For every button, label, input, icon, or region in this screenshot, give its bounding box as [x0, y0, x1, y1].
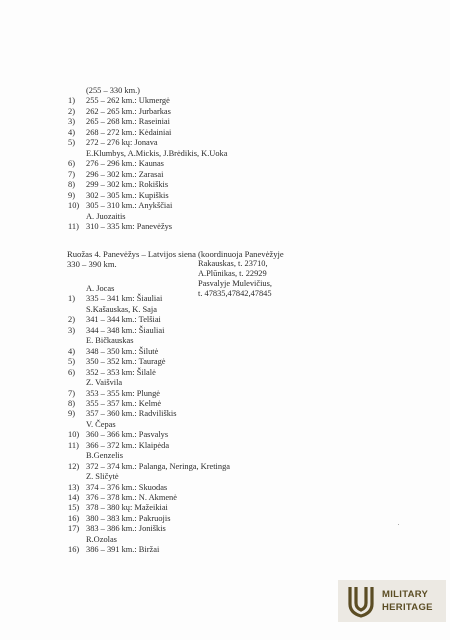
item-number: 15): [68, 503, 80, 513]
contact-line: Pasvalyje Mulevičius,: [198, 279, 272, 288]
item-number: 1): [68, 96, 75, 105]
military-heritage-emblem-icon: [346, 584, 376, 618]
item-text: 344 – 348 km.: Šiauliai: [86, 325, 165, 335]
item-text: 383 – 386 km.: Joniškis: [86, 524, 166, 534]
item-text: 268 – 272 km.: Kėdainiai: [86, 127, 172, 137]
responsible-person: A. Jocas: [86, 284, 115, 293]
item-text: 262 – 265 km.: Jurbarkas: [86, 106, 171, 116]
responsible-person: B.Genzelis: [86, 451, 123, 461]
item-text: 255 – 262 km.: Ukmergė: [86, 96, 170, 105]
responsible-person: Z. Sličytė: [86, 472, 119, 482]
item-text: 350 – 352 km.: Tauragė: [86, 357, 166, 367]
item-number: 17): [68, 524, 80, 534]
item-text: 348 – 350 km.: Šilutė: [86, 346, 159, 356]
item-text: 299 – 302 km.: Rokiškis: [86, 180, 169, 189]
responsible-person: A. Juozaitis: [86, 211, 126, 221]
item-text: 265 – 268 km.: Raseiniai: [86, 117, 170, 126]
responsible-person: Z. Vaišvila: [86, 378, 123, 388]
item-number: 1): [68, 294, 75, 304]
item-text: 296 – 302 km.: Zarasai: [86, 169, 164, 179]
item-number: 8): [68, 398, 75, 408]
item-number: 11): [68, 440, 79, 450]
item-text: 380 – 383 km.: Pakruojis: [86, 513, 171, 523]
item-number: 14): [68, 493, 80, 502]
item-number: 12): [68, 461, 80, 471]
contact-line: A.Plūnikas, t. 22929: [198, 269, 267, 278]
item-number: 5): [68, 138, 75, 147]
item-text: 341 – 344 km.: Telšiai: [86, 315, 161, 325]
responsible-person: V. Čepas: [86, 419, 116, 429]
item-number: 5): [68, 357, 75, 367]
item-text: 305 – 310 km.: Anykščiai: [86, 201, 173, 210]
item-text: 335 – 341 km: Šiauliai: [86, 294, 163, 304]
range-text: (255 – 330 km.): [86, 86, 140, 95]
item-text: 355 – 357 km.: Kelmė: [86, 398, 162, 408]
item-text: 374 – 376 km.: Skuodas: [86, 482, 168, 492]
item-text: 302 – 305 km.: Kupiškis: [86, 190, 169, 200]
responsible-person: E.Klumbys, A.Mickis, J.Brėdikis, K.Uoka: [86, 148, 228, 158]
item-number: 6): [68, 159, 75, 168]
responsible-person: R.Ozolas: [86, 534, 117, 544]
responsible-person: S.Kašauskas, K. Saja: [86, 304, 157, 314]
item-number: 11): [68, 222, 79, 231]
military-heritage-logo: [338, 580, 446, 622]
item-text: 276 – 296 km.: Kaunas: [86, 159, 164, 168]
item-number: 2): [68, 315, 75, 325]
item-number: 9): [68, 190, 75, 200]
contact-line: Rakauskas, t. 23710,: [198, 259, 268, 268]
item-number: 2): [68, 106, 75, 116]
logo-line2: HERITAGE: [382, 602, 433, 613]
item-text: 376 – 378 km.: N. Akmenė: [86, 493, 177, 502]
item-number: 7): [68, 169, 75, 179]
item-text: 310 – 335 km: Panevėžys: [86, 222, 173, 231]
item-text: 360 – 366 km.: Pasvalys: [86, 430, 169, 440]
item-text: 372 – 374 km.: Palanga, Neringa, Kretinga: [86, 461, 230, 471]
item-text: 357 – 360 km.: Radviliškis: [86, 409, 177, 419]
section4-heading: Ruožas 4. Panevėžys – Latvijos siena (koordinuoja Panevėžyje: [67, 249, 284, 259]
speck: [398, 524, 399, 525]
item-text: 366 – 372 km.: Klaipėda: [86, 440, 170, 450]
item-number: 3): [68, 325, 75, 335]
item-text: 378 – 380 kų: Mažeikiai: [86, 503, 168, 513]
item-number: 13): [68, 482, 80, 492]
contact-line: t. 47835,47842,47845: [198, 289, 272, 298]
item-text: 272 – 276 kų: Jonava: [86, 138, 158, 147]
item-text: 386 – 391 km.: Biržai: [86, 545, 160, 555]
item-number: 9): [68, 409, 75, 419]
item-number: 3): [68, 117, 75, 126]
item-number: 10): [68, 430, 80, 440]
item-text: 353 – 355 km: Plungė: [86, 388, 160, 398]
item-number: 4): [68, 346, 75, 356]
item-number: 10): [68, 201, 80, 210]
item-number: 8): [68, 180, 75, 189]
item-text: 352 – 353 km: Šilalė: [86, 367, 156, 377]
logo-line1: MILITARY: [382, 589, 429, 600]
section4-range: 330 – 390 km.: [67, 259, 117, 269]
item-number: 6): [68, 367, 75, 377]
item-number: 4): [68, 127, 75, 137]
item-number: 16): [68, 513, 80, 523]
item-number: 16): [68, 545, 80, 555]
responsible-person: E. Bičkauskas: [86, 336, 134, 346]
item-number: 7): [68, 388, 75, 398]
